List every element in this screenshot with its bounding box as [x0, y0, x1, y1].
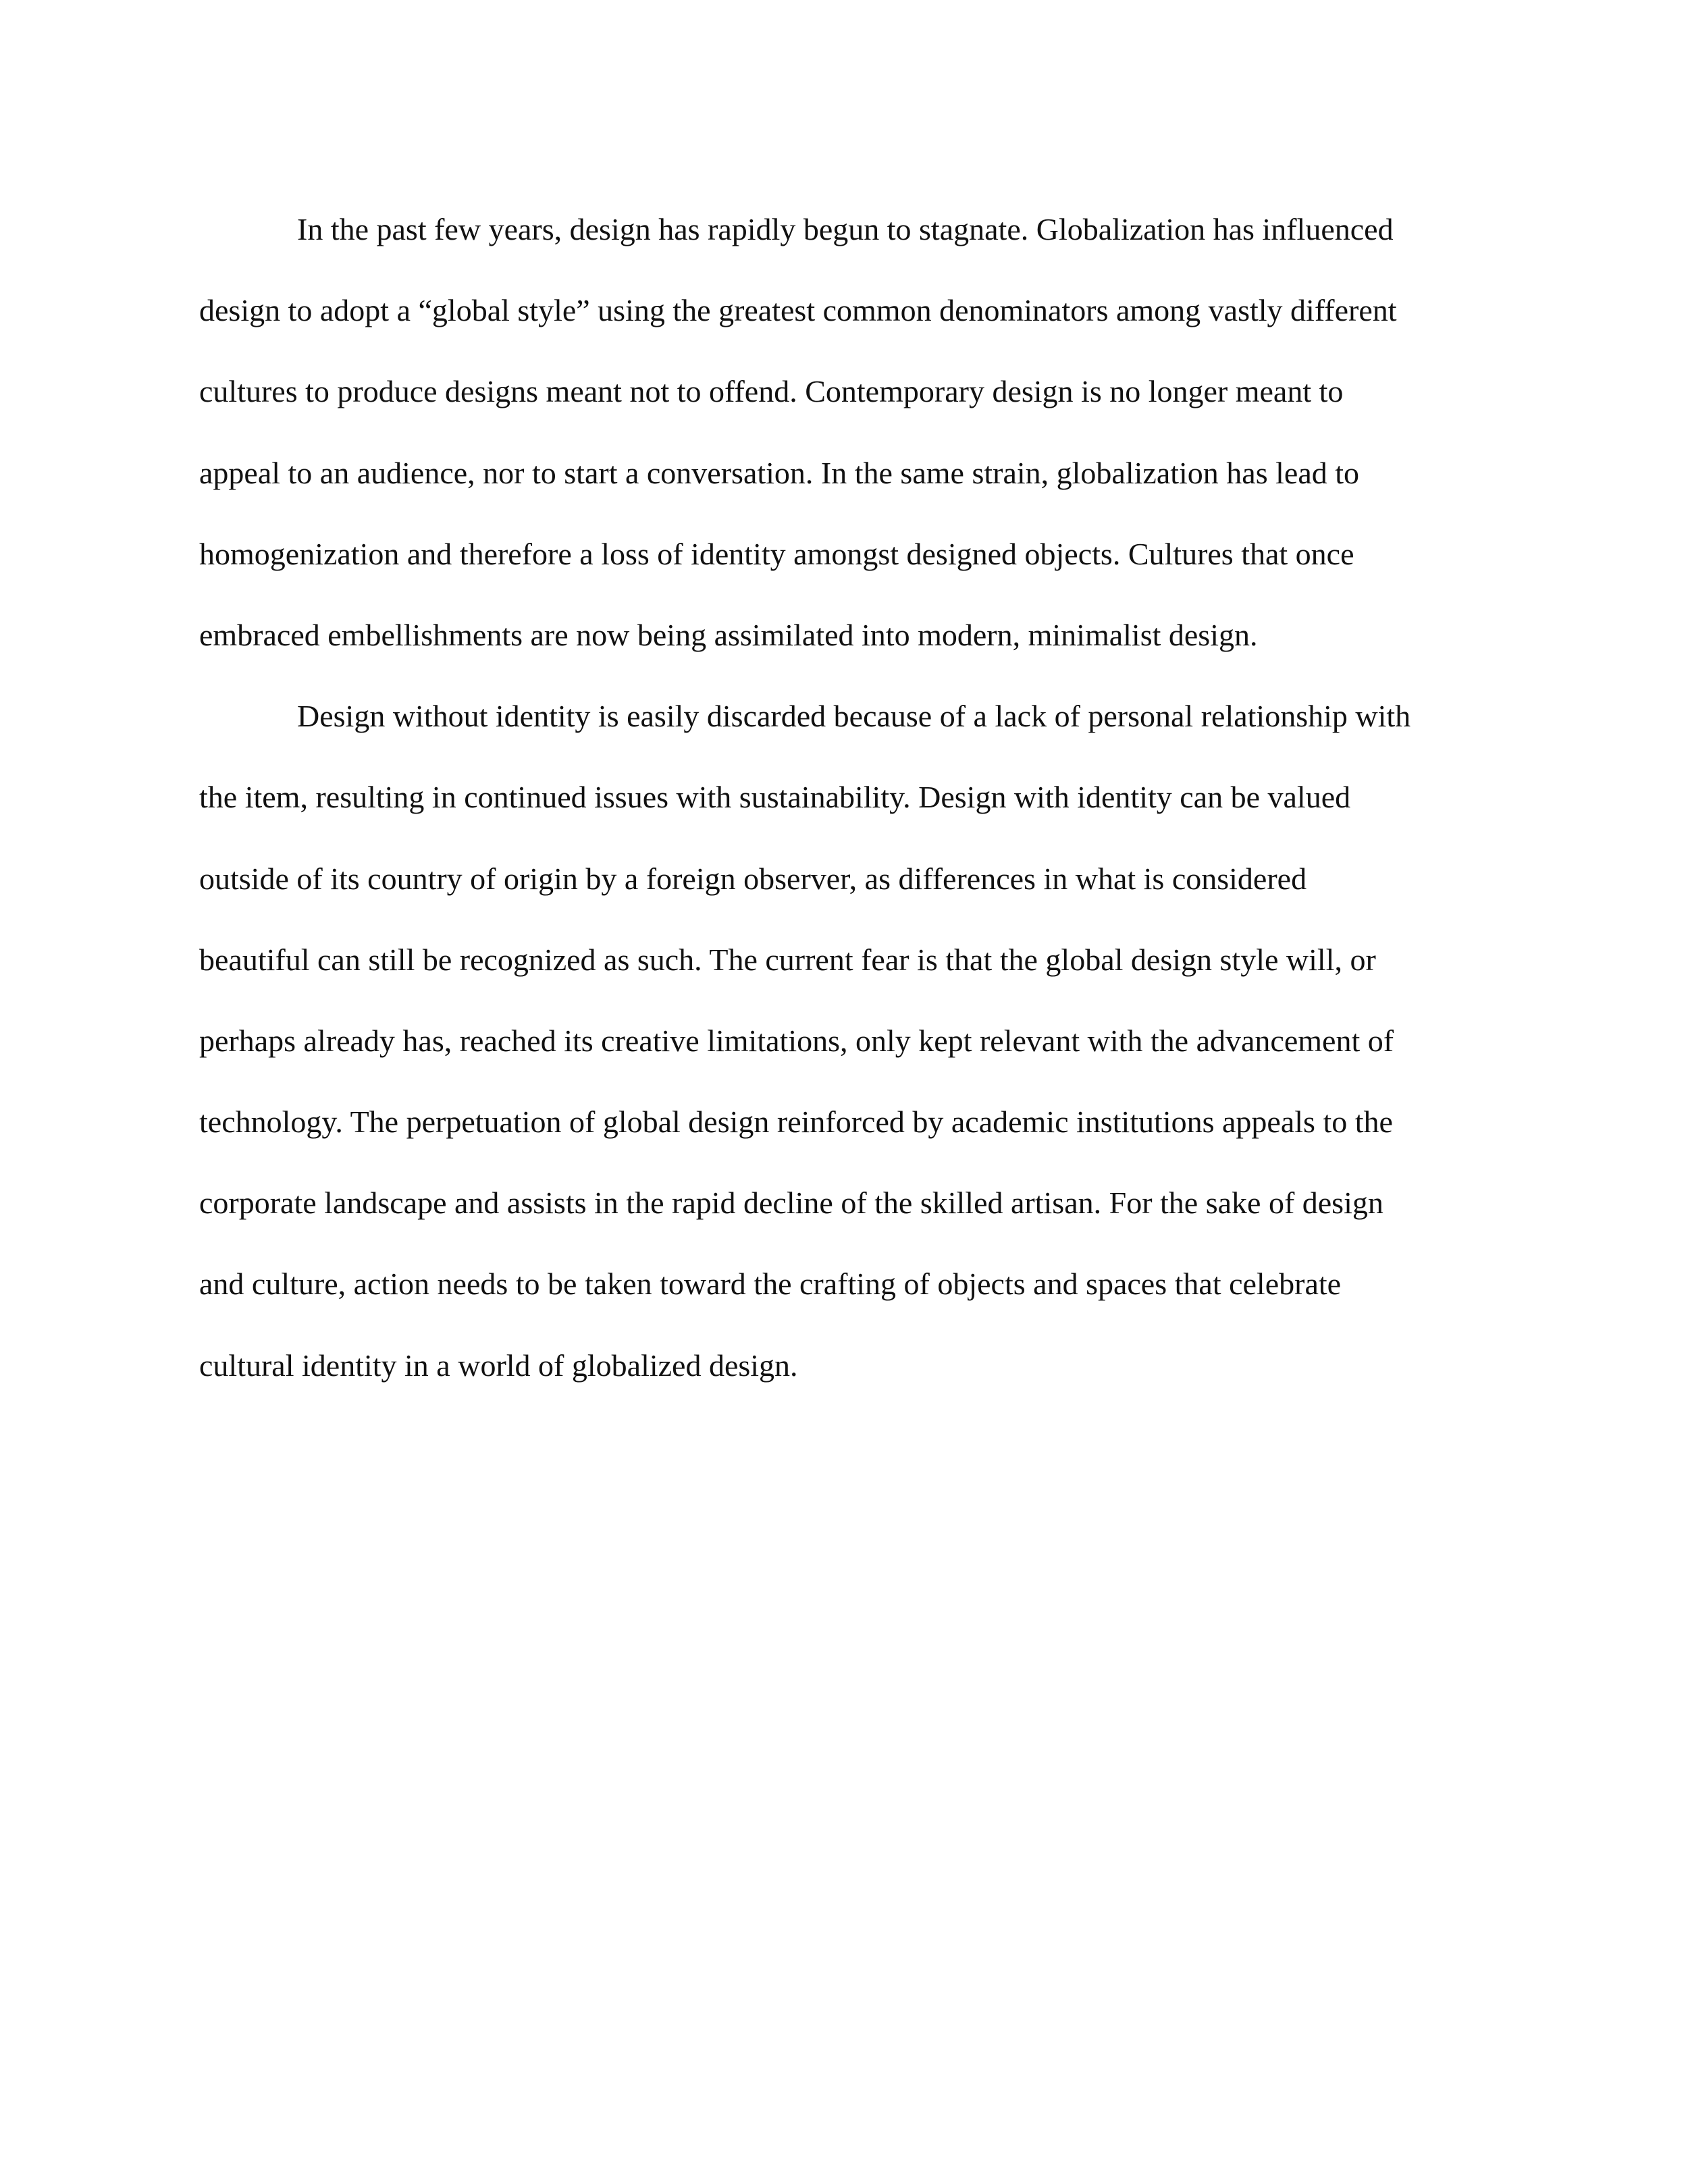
paragraph-line: design to adopt a “global style” using the greatest common denominators among vastly different: [199, 293, 1397, 328]
paragraph-line: homogenization and therefore a loss of identity amongst designed objects. Cultures that once: [199, 536, 1354, 571]
document-body: [199, 189, 1502, 1406]
paragraph-line: appeal to an audience, nor to start a conversation. In the same strain, globalization has lead to: [199, 455, 1360, 490]
paragraph-line: In the past few years, design has rapidly begun to stagnate. Globalization has influenced: [297, 212, 1394, 246]
paragraph-line: and culture, action needs to be taken toward the crafting of objects and spaces that celebrate: [199, 1267, 1342, 1302]
paragraph-1: [199, 189, 1502, 676]
paragraph-line: corporate landscape and assists in the rapid decline of the skilled artisan. For the sake of design: [199, 1186, 1383, 1221]
paragraph-line: embraced embellishments are now being assimilated into modern, minimalist design.: [199, 617, 1258, 652]
paragraph-line: the item, resulting in continued issues with sustainability. Design with identity can be valued: [199, 780, 1351, 815]
paragraph-line: perhaps already has, reached its creative limitations, only kept relevant with the advancement of: [199, 1023, 1394, 1058]
paragraph-line: cultures to produce designs meant not to offend. Contemporary design is no longer meant to: [199, 374, 1344, 409]
paragraph-line: outside of its country of origin by a foreign observer, as differences in what is considered: [199, 861, 1307, 896]
paragraph-line: beautiful can still be recognized as such. The current fear is that the global design style will, or: [199, 942, 1376, 977]
paragraph-line: technology. The perpetuation of global design reinforced by academic institutions appeals to the: [199, 1104, 1393, 1140]
paragraph-line: cultural identity in a world of globalized design.: [199, 1348, 798, 1383]
paragraph-line: Design without identity is easily discarded because of a lack of personal relationship with: [297, 699, 1411, 734]
paragraph-2: [199, 676, 1502, 1406]
